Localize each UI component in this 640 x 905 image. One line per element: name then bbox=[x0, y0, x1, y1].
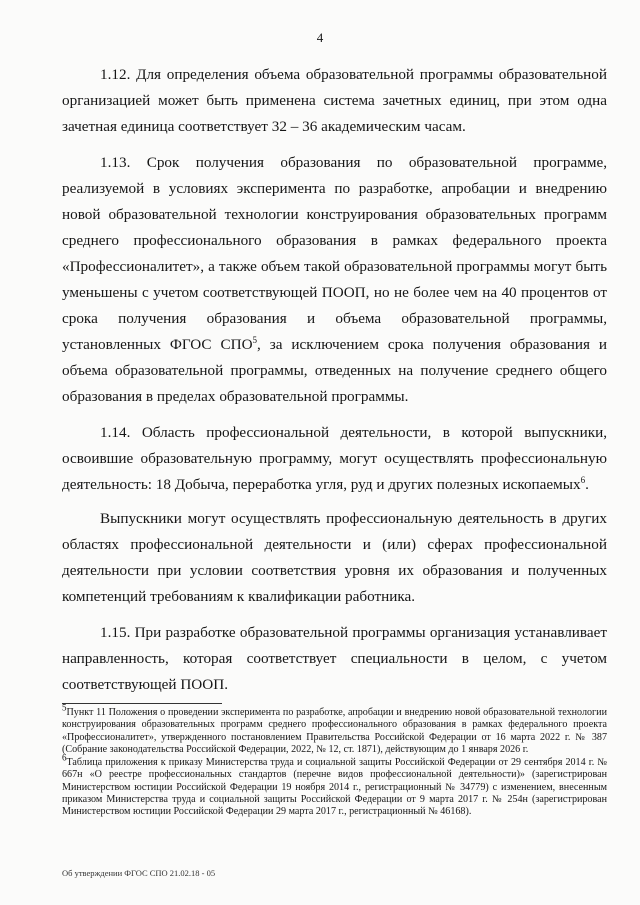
paragraph-1-13 bbox=[62, 150, 607, 410]
paragraph-1-12: 1.12. Для определения объема образовательной программы образовательной организацией может быть применена система зачетных единиц, при этом одна зачетная единица соответствует 32 – 36 академическим часам. bbox=[62, 66, 607, 135]
paragraph-text: 1.13. Срок получения образования по образовательной программе, реализуемой в условиях эксперимента по разработке, апробации и внедрению новой образовательной технологии конструирования образовательных программ среднего профессионального образования в рамках федерального проекта «Профессионалитет», а также объем такой образовательной программы могут быть уменьшены с учетом соответствующей ПООП, но не более чем на 40 процентов от срока получения образования и объема образовательной программы, установленных ФГОС СПО bbox=[62, 154, 607, 353]
footnote-separator bbox=[62, 703, 222, 704]
paragraph-1-14 bbox=[62, 420, 607, 498]
footnotes bbox=[62, 702, 607, 820]
footnote-text: Таблица приложения к приказу Министерства труда и социальной защиты Российской Федерации от 29 сентября 2014 г. № 667н «О реестре профессиональных стандартов (перечне видов профессиональной деятельности)» (зарегистрирован Министерством юстиции Российской Федерации 19 ноября 2014 г., регистрационный № 34779) с изменением, внесенным приказом Министерства труда и социальной защиты Российской Федерации от 9 марта 2017 г. № 254н (зарегистрирован Министерством юстиции Российской Федерации 29 марта 2017 г., регистрационный № 46168). bbox=[62, 757, 607, 818]
page-number: 4 bbox=[316, 30, 324, 45]
footnote-marker: 5 bbox=[62, 702, 67, 713]
paragraph-graduates: Выпускники могут осуществлять профессиональную деятельность в других областях профессиональной деятельности и (или) сферах профессиональной деятельности при условии соответствия уровня их образования и полученных компетенций требованиям к квалификации работника. bbox=[62, 510, 607, 605]
footnote-5 bbox=[62, 702, 607, 756]
footnote-text: Пункт 11 Положения о проведении эксперимента по разработке, апробации и внедрению новой образовательной технологии конструирования образовательных программ среднего профессионального образования в рамках федерального проекта «Профессионалитет», утвержденного постановлением Правительства Российской Федерации от 16 марта 2022 г. № 387 (Собрание законодательства Российской Федерации, 2022, № 12, ст. 1871), действующим до 1 января 2026 г. bbox=[62, 707, 607, 755]
footnote-marker: 6 bbox=[62, 752, 67, 763]
footnote-ref-6[interactable]: 6 bbox=[580, 474, 586, 485]
paragraph-text: , за исключением срока получения образования и объема образовательной программы, отведенных на получение среднего общего образования в пределах образовательной программы. bbox=[62, 336, 607, 405]
footnote-6 bbox=[62, 752, 607, 818]
paragraph-1-15: 1.15. При разработке образовательной программы организация устанавливает направленность, которая соответствует специальности в целом, с учетом соответствующей ПООП. bbox=[62, 624, 607, 693]
paragraph-text: . bbox=[585, 476, 589, 493]
main-text bbox=[62, 62, 607, 708]
footnote-ref-5[interactable]: 5 bbox=[252, 334, 258, 345]
paragraph-text: 1.14. Область профессиональной деятельности, в которой выпускники, освоившие образовательную программу, могут осуществлять профессиональную деятельность: 18 Добыча, переработка угля, руд и других полезных ископаемых bbox=[62, 424, 607, 493]
document-footer-code: Об утверждении ФГОС СПО 21.02.18 - 05 bbox=[62, 868, 216, 878]
